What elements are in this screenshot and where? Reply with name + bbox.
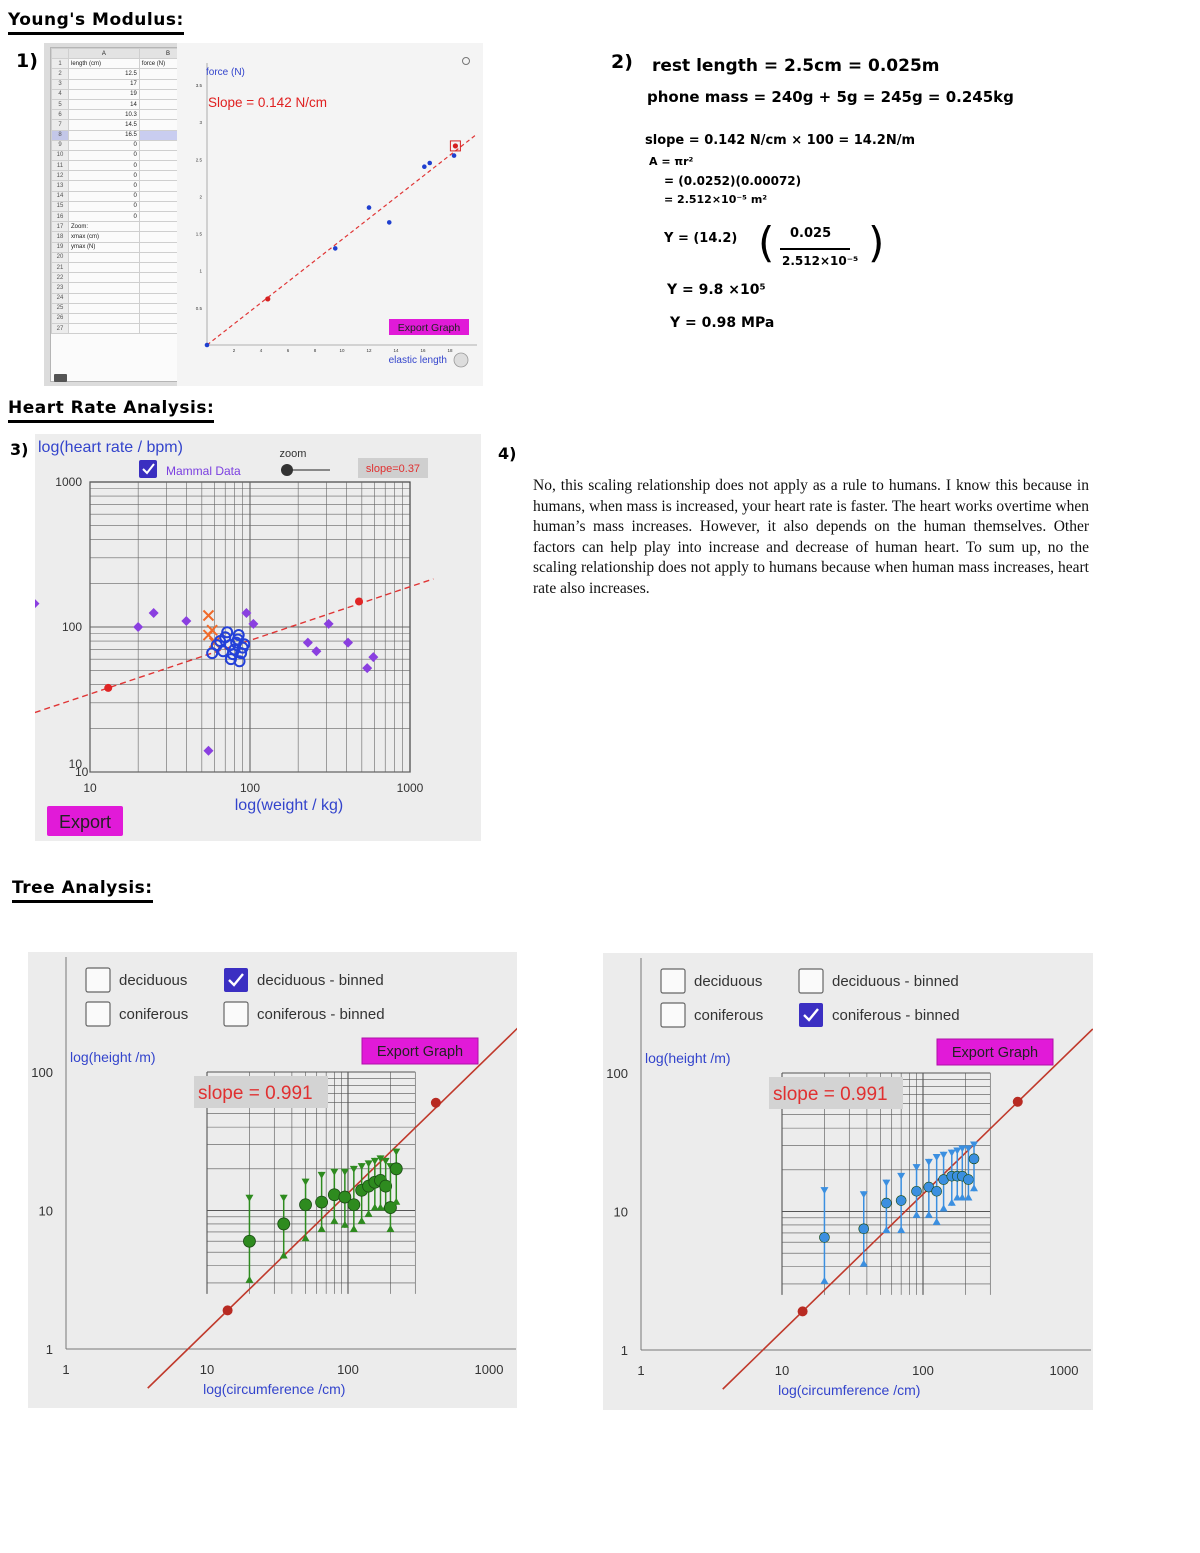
q2-line-area-result: = 2.512×10⁻⁵ m²: [664, 193, 768, 206]
tree-deciduous-graph: [28, 952, 517, 1408]
checkbox-checked-icon[interactable]: [224, 968, 248, 992]
spreadsheet-cell[interactable]: 0: [69, 150, 140, 160]
tree-export-button[interactable]: [362, 1038, 478, 1064]
row-number[interactable]: 21: [52, 262, 69, 272]
spring-y-tick: 0.5: [195, 305, 202, 311]
row-number[interactable]: 23: [52, 283, 69, 293]
row-number[interactable]: 8: [52, 130, 69, 140]
tree-fit-handle[interactable]: [798, 1306, 808, 1316]
q2-fraction-bar: [780, 248, 850, 250]
spreadsheet-cell[interactable]: [69, 252, 140, 262]
spreadsheet-cell[interactable]: [69, 262, 140, 272]
checkbox-empty-icon[interactable]: [661, 969, 685, 993]
row-number[interactable]: 6: [52, 110, 69, 120]
checkbox-empty-icon[interactable]: [799, 969, 823, 993]
spreadsheet-cell[interactable]: 14.5: [69, 120, 140, 130]
keyboard-icon[interactable]: [54, 374, 67, 382]
spring-y-tick: 2: [199, 194, 202, 200]
spring-y-tick: 1: [199, 268, 202, 274]
tree-fit-handle[interactable]: [431, 1098, 441, 1108]
tree-x-label: log(circumference /cm): [203, 1381, 346, 1397]
heart-y-label: log(heart rate / bpm): [38, 439, 183, 456]
checkbox-coniferous-binned[interactable]: [224, 1002, 385, 1026]
spring-screenshot: [44, 43, 483, 386]
row-number[interactable]: 3: [52, 79, 69, 89]
heart-x-tick: 1000: [396, 781, 424, 795]
row-number[interactable]: 4: [52, 89, 69, 99]
spreadsheet-cell[interactable]: 16.5: [69, 130, 140, 140]
spreadsheet-cell[interactable]: [69, 313, 140, 323]
spring-fit-handle[interactable]: [453, 143, 458, 148]
spreadsheet-cell[interactable]: 0: [69, 212, 140, 222]
heart-export-button[interactable]: [47, 806, 123, 836]
heart-legend-label: Mammal Data: [166, 464, 241, 478]
spreadsheet-cell[interactable]: 0: [69, 171, 140, 181]
spring-x-tick: 2: [232, 348, 236, 353]
row-number[interactable]: 18: [52, 232, 69, 242]
spreadsheet-cell[interactable]: 10.3: [69, 110, 140, 120]
heart-y-tick: 100: [61, 620, 82, 634]
section-title-heart: Heart Rate Analysis:: [8, 398, 214, 423]
checkbox-label: deciduous: [119, 972, 188, 989]
spreadsheet-cell[interactable]: force (N): [139, 59, 196, 69]
tree-fit-handle[interactable]: [223, 1305, 233, 1315]
tree-y-label: log(height /m): [70, 1049, 156, 1065]
spreadsheet-cell[interactable]: 0: [69, 161, 140, 171]
zoom-fit-icon[interactable]: [454, 353, 468, 367]
tree-y-tick: 1: [620, 1343, 628, 1358]
tree-slope-badge: [194, 1076, 328, 1108]
spreadsheet-cell[interactable]: ymax (N): [69, 242, 140, 252]
spring-x-tick: 6: [286, 348, 290, 353]
heart-rate-screenshot: [35, 434, 481, 841]
row-number[interactable]: 5: [52, 99, 69, 109]
tree-x-tick: 1000: [1049, 1363, 1079, 1378]
tree-export-button[interactable]: [937, 1039, 1053, 1065]
tree-coniferous-graph: [603, 953, 1093, 1410]
checkbox-checked-icon[interactable]: [139, 460, 157, 478]
heart-y-tick: 10: [68, 757, 82, 771]
row-number[interactable]: 16: [52, 212, 69, 222]
checkbox-deciduous-binned[interactable]: [224, 968, 384, 992]
question-4-answer: No, this scaling relationship does not apply as a rule to humans. I know this because in humans, when mass is increased, your heart rate is faster. The heart works overtime when human’s mass increases. However, it also depends on the human themselves. Other factors can help play into increase and decrease of human heart. To sum up, no the scaling relationship does not apply to humans because when human mass increases, heart rate also increases.: [533, 477, 1089, 597]
tree-slope-badge: [769, 1077, 903, 1109]
row-number[interactable]: 11: [52, 161, 69, 171]
tree-y-tick: 100: [606, 1066, 628, 1081]
tree-export-label: Export Graph: [951, 1045, 1039, 1061]
spring-x-tick: 8: [313, 348, 317, 353]
tree-y-tick: 10: [613, 1204, 628, 1220]
tree-x-tick: 10: [774, 1363, 790, 1378]
tree-slope-label: slope = 0.991: [773, 1084, 888, 1105]
checkbox-deciduous[interactable]: [661, 969, 762, 993]
spring-x-tick: 16: [420, 348, 426, 353]
spring-y-tick: 1.5: [195, 231, 202, 237]
heart-x-tick: 100: [239, 781, 261, 795]
section-title-youngs: Young's Modulus:: [8, 10, 184, 35]
spreadsheet-cell[interactable]: 0: [69, 201, 140, 211]
spreadsheet-cell[interactable]: [69, 324, 140, 334]
spreadsheet-cell[interactable]: 12.5: [69, 69, 140, 79]
tree-x-tick: 10: [199, 1362, 215, 1377]
spring-y-tick: 3: [199, 120, 202, 126]
spring-export-button[interactable]: [389, 319, 469, 335]
row-number[interactable]: 10: [52, 150, 69, 160]
heart-y-tick: 1000: [55, 475, 82, 489]
checkbox-empty-icon[interactable]: [86, 1002, 110, 1026]
spring-x-label: elastic length: [388, 355, 447, 366]
checkbox-deciduous-binned[interactable]: [799, 969, 959, 993]
spreadsheet-cell[interactable]: Zoom:: [69, 222, 140, 232]
row-number[interactable]: 19: [52, 242, 69, 252]
checkbox-coniferous[interactable]: [661, 1003, 763, 1027]
row-number[interactable]: 27: [52, 324, 69, 334]
row-number[interactable]: 14: [52, 191, 69, 201]
spring-data-point: [422, 164, 427, 169]
tree-y-label: log(height /m): [645, 1050, 731, 1066]
column-header[interactable]: B: [139, 49, 196, 59]
tree-x-label: log(circumference /cm): [778, 1382, 921, 1398]
q2-line-young-result: Y = 9.8 ×10⁵: [667, 282, 766, 298]
checkbox-label: coniferous - binned: [832, 1007, 960, 1024]
heart-rate-graph: [35, 434, 481, 841]
row-number[interactable]: 22: [52, 273, 69, 283]
column-header[interactable]: A: [69, 49, 140, 59]
section-title-tree: Tree Analysis:: [12, 878, 153, 903]
spreadsheet-cell[interactable]: [69, 283, 140, 293]
q2-line-young-formula: Y = (14.2): [664, 231, 738, 246]
checkbox-label: deciduous - binned: [832, 973, 959, 990]
row-number[interactable]: 9: [52, 140, 69, 150]
spreadsheet-cell[interactable]: xmax (cm): [69, 232, 140, 242]
spring-x-tick: 4: [259, 348, 263, 353]
spreadsheet-cell[interactable]: 19: [69, 89, 140, 99]
row-number[interactable]: 1: [52, 59, 69, 69]
spring-export-label: Export Graph: [397, 322, 461, 334]
checkbox-deciduous[interactable]: [86, 968, 187, 992]
spring-x-tick: 10: [339, 348, 345, 353]
tree-x-tick: 1: [637, 1363, 645, 1378]
tree-export-label: Export Graph: [376, 1044, 464, 1060]
row-number[interactable]: 13: [52, 181, 69, 191]
spring-data-point: [205, 343, 210, 348]
spring-x-tick: 12: [366, 348, 372, 353]
q2-line-area-values: = (0.0252)(0.00072): [664, 174, 802, 188]
row-number[interactable]: 17: [52, 222, 69, 232]
spring-data-point: [367, 205, 372, 210]
tree-deciduous-screenshot: [28, 952, 517, 1408]
row-number[interactable]: 2: [52, 69, 69, 79]
heart-fit-handle[interactable]: [355, 597, 363, 605]
q2-line-slope: slope = 0.142 N/cm × 100 = 14.2N/m: [645, 133, 915, 148]
question-2-label: 2): [611, 51, 633, 73]
q2-open-paren: (: [758, 218, 775, 267]
tree-x-tick: 1: [62, 1362, 70, 1377]
tree-coniferous-screenshot: [603, 953, 1093, 1410]
spring-slope-label: Slope = 0.142 N/cm: [208, 95, 327, 110]
spreadsheet-cell[interactable]: 0: [69, 140, 140, 150]
spreadsheet-cell[interactable]: [69, 293, 140, 303]
spreadsheet-cell[interactable]: 17: [69, 79, 140, 89]
spring-x-tick: 14: [393, 348, 399, 353]
heart-export-label: Export: [58, 812, 112, 832]
spring-y-label: force (N): [206, 67, 245, 78]
spring-x-tick: 18: [447, 348, 453, 353]
tree-y-tick: 100: [31, 1065, 53, 1080]
row-number[interactable]: 25: [52, 303, 69, 313]
spreadsheet-cell[interactable]: length (cm): [69, 59, 140, 69]
spring-data-point: [427, 161, 432, 166]
spring-fit-handle[interactable]: [265, 296, 270, 301]
q2-close-paren: ): [868, 218, 885, 267]
checkbox-coniferous[interactable]: [86, 1002, 188, 1026]
spreadsheet-cell[interactable]: 0: [69, 181, 140, 191]
checkbox-label: coniferous - binned: [257, 1006, 385, 1023]
spring-data-point: [333, 246, 338, 251]
tree-x-tick: 100: [912, 1363, 934, 1378]
row-number[interactable]: 7: [52, 120, 69, 130]
q2-fraction-numerator: 0.025: [790, 226, 832, 241]
q2-line-rest-length: rest length = 2.5cm = 0.025m: [652, 56, 940, 76]
tree-x-tick: 100: [337, 1362, 359, 1377]
tree-y-tick: 10: [38, 1203, 53, 1219]
row-number[interactable]: 12: [52, 171, 69, 181]
q2-line-phone-mass: phone mass = 240g + 5g = 245g = 0.245kg: [647, 88, 1014, 106]
heart-slope-badge: [358, 458, 428, 478]
checkbox-empty-icon[interactable]: [224, 1002, 248, 1026]
row-number[interactable]: 26: [52, 313, 69, 323]
checkbox-empty-icon[interactable]: [661, 1003, 685, 1027]
spring-y-tick: 2.5: [195, 157, 202, 163]
row-number[interactable]: 15: [52, 201, 69, 211]
spreadsheet-cell[interactable]: [69, 303, 140, 313]
heart-x-tick: 10: [83, 781, 97, 795]
checkbox-empty-icon[interactable]: [86, 968, 110, 992]
spreadsheet-cell[interactable]: 0: [69, 191, 140, 201]
heart-x-label: log(weight / kg): [234, 797, 344, 814]
q2-line-young-mpa: Y = 0.98 MPa: [670, 315, 775, 331]
tree-y-tick: 1: [45, 1342, 53, 1357]
q2-line-area: A = πr²: [649, 155, 694, 168]
question-3-label: 3): [10, 440, 29, 459]
checkbox-label: deciduous - binned: [257, 972, 384, 989]
spring-graph: [177, 43, 483, 386]
tree-fit-handle[interactable]: [1013, 1097, 1023, 1107]
checkbox-label: coniferous: [694, 1007, 764, 1024]
spreadsheet-cell[interactable]: 14: [69, 99, 140, 109]
tree-x-tick: 1000: [474, 1362, 504, 1377]
heart-fit-handle[interactable]: [104, 684, 112, 692]
checkbox-label: deciduous: [694, 973, 763, 990]
question-4-label: 4): [498, 444, 517, 463]
spreadsheet-cell[interactable]: [69, 273, 140, 283]
heart-y-tick-extra: 10: [75, 765, 89, 779]
row-number[interactable]: 20: [52, 252, 69, 262]
spring-data-point: [452, 153, 457, 158]
heart-slope-label: slope=0.37: [365, 463, 421, 475]
tree-slope-label: slope = 0.991: [198, 1083, 313, 1104]
row-number[interactable]: 24: [52, 293, 69, 303]
checkbox-checked-icon[interactable]: [799, 1003, 823, 1027]
question-1-label: 1): [16, 50, 38, 72]
heart-zoom-label: zoom: [279, 448, 307, 460]
spring-y-tick: 3.5: [195, 83, 202, 88]
q2-fraction-denominator: 2.512×10⁻⁵: [782, 254, 859, 268]
spring-data-point: [387, 220, 392, 225]
checkbox-label: coniferous: [119, 1006, 189, 1023]
